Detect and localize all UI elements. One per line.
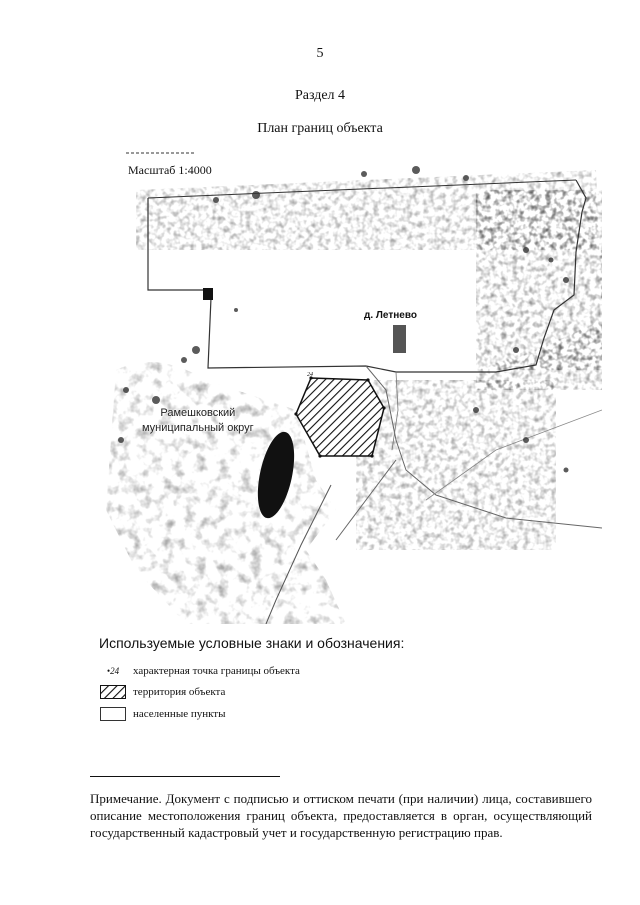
page-number: 5 (316, 46, 324, 61)
district-label-line2: муниципальный округ (142, 422, 254, 434)
boundary-map (96, 150, 602, 624)
section-title: Раздел 4 (294, 88, 346, 103)
footnote-text: Примечание. Документ с подписью и оттиском печати (при наличии) лица, составившего описание местоположения границ объекта, предоставляется в орган, осуществляющий государственный кадастровый учет и государственную регистрацию прав. (90, 791, 592, 840)
footnote-divider (90, 776, 280, 777)
legend-label-settlement: населенные пункты (133, 708, 226, 720)
outline-swatch-icon (99, 706, 127, 722)
map-scale: Масштаб 1:4000 (128, 163, 212, 177)
point-marker-icon: •24 (106, 666, 120, 676)
legend-item-settlement (99, 706, 226, 722)
legend-title: Используемые условные знаки и обозначения: (99, 635, 405, 651)
legend-item-territory (99, 684, 225, 700)
legend-label-territory: территория объекта (133, 686, 226, 698)
legend-item-point (99, 663, 300, 679)
district-label-line1: Рамешковский (160, 407, 236, 419)
map-point-label: 24 (307, 372, 313, 378)
plan-title: План границ объекта (257, 121, 383, 136)
village-label: д. Летнево (364, 310, 417, 321)
district-label (142, 406, 254, 436)
hatch-swatch-icon (99, 684, 127, 700)
legend-label-point: характерная точка границы объекта (133, 665, 300, 677)
legend-point-number: 24 (110, 666, 120, 676)
